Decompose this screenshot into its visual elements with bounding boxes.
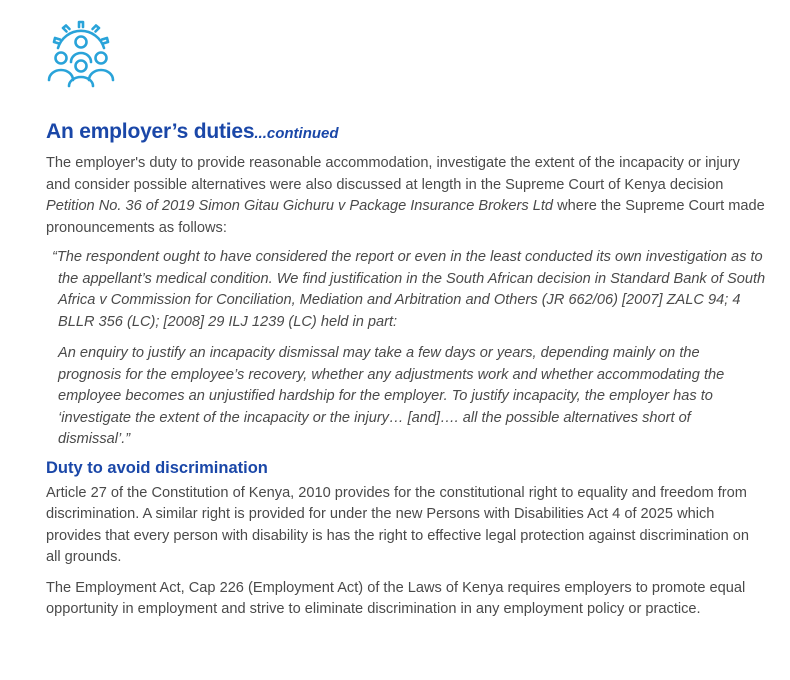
continued-label: ...continued [254,125,339,142]
court-quote [46,247,766,451]
quote-paragraph-2: An enquiry to justify an incapacity dismissal may take a few days or years, depending mainly on the prognosis for the employee’s recovery, whether any adjustments work and whether accommodating the employee becomes an unjustified hardship for the employer. To justify incapacity, the employer has to ‘investigate the extent of the incapacity or the injury… [and]…. all the possible alternatives short of dismissal’.” [58,345,725,447]
intro-text-after: where the Supreme Court made pronouncements as follows: [46,198,765,236]
intro-paragraph [46,153,766,239]
quote-paragraph-1: “The respondent ought to have considered the report or even in the least conducted its own investigation as to the appellant’s medical condition. We find justification in the South African decision in Standard Bank of South Africa v Commission for Conciliation, Mediation and Arbitration and Others (JR 662/06) [2007] ZALC 94; 4 BLLR 356 (LC); [2008] 29 ILJ 1239 (LC) held in part: [52,249,766,330]
case-citation: Petition No. 36 of 2019 Simon Gitau Gichuru v Package Insurance Brokers Ltd [46,198,554,214]
team-gear-icon [44,18,118,88]
discrimination-paragraph-2: The Employment Act, Cap 226 (Employment Act) of the Laws of Kenya requires employers to promote equal opportunity in employment and strive to eliminate discrimination in any employment policy or practice. [46,579,746,617]
discrimination-paragraph-1: Article 27 of the Constitution of Kenya, 2010 provides for the constitutional right to equality and freedom from discrimination. A similar right is provided for under the new Persons with Disabilities Act 4 of 2025 which provides that every person with disability is has the right to effective legal protection against discrimination on all grounds. [46,484,750,565]
section-heading-discrimination: Duty to avoid discrimination [46,458,268,477]
page-title-text: An employer’s duties [46,120,255,143]
intro-text-before: The employer's duty to provide reasonable accommodation, investigate the extent of the incapacity or injury and consider possible alternatives were also discussed at length in the Supreme Court of Kenya decision [46,155,740,193]
main-content [46,120,766,621]
page-title [46,120,766,144]
